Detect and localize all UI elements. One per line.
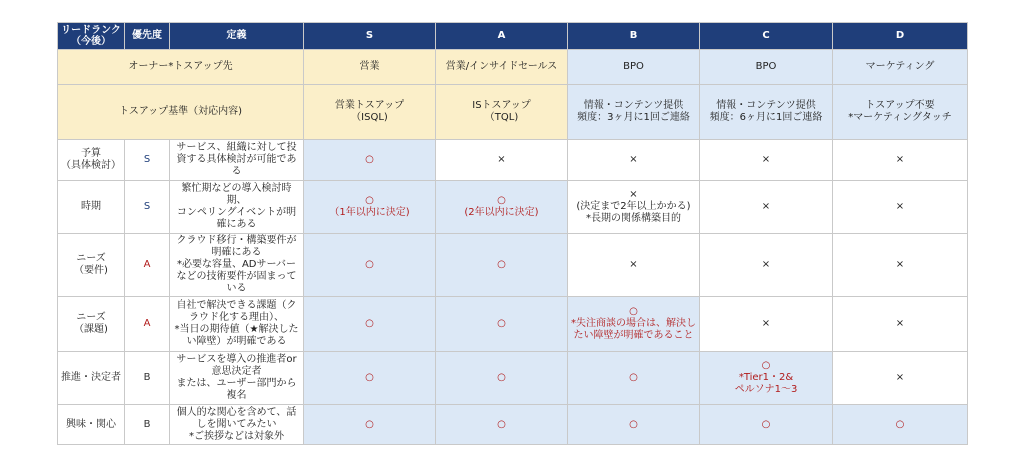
header-definition: 定義 — [170, 23, 304, 50]
circle-mark: ○ — [629, 306, 638, 317]
cell-note: (2年以内に決定) — [464, 207, 539, 218]
cross-mark: × — [895, 372, 905, 383]
cell-note: *Tier1・2& ペルソナ1〜3 — [734, 372, 798, 395]
row-priority: S — [125, 181, 170, 234]
header-priority: 優先度 — [125, 23, 170, 50]
row-name: ニーズ （課題) — [58, 297, 125, 352]
cross-mark: × — [895, 318, 905, 329]
rank-cell — [700, 140, 833, 181]
criteria-c: 情報・コンテンツ提供 頻度：6ヶ月に1回ご連絡 — [700, 85, 833, 140]
circle-mark: ○ — [365, 154, 374, 165]
cell-note: (決定まで2年以上かかる) *長期の関係構築目的 — [576, 201, 691, 224]
rank-cell — [568, 297, 700, 352]
row-definition: 繁忙期などの導入検討時期、 コンペリングイベントが明確にある — [170, 181, 304, 234]
cross-mark: × — [761, 318, 771, 329]
rank-cell — [833, 352, 968, 405]
header-col-b: B — [568, 23, 700, 50]
header-row — [58, 23, 968, 50]
circle-mark: ○ — [497, 318, 506, 329]
circle-mark: ○ — [629, 372, 638, 383]
rank-cell — [568, 352, 700, 405]
rank-cell — [700, 352, 833, 405]
rank-cell — [304, 181, 436, 234]
criteria-b: 情報・コンテンツ提供 頻度：3ヶ月に1回ご連絡 — [568, 85, 700, 140]
row-priority: A — [125, 297, 170, 352]
rank-cell — [436, 405, 568, 445]
cross-mark: × — [629, 259, 638, 270]
owner-s: 営業 — [304, 50, 436, 85]
criteria-table-row — [58, 181, 968, 234]
rank-cell — [304, 405, 436, 445]
rank-cell — [700, 405, 833, 445]
criteria-table-row — [58, 234, 968, 297]
circle-mark: ○ — [497, 195, 506, 206]
owner-b: BPO — [568, 50, 700, 85]
circle-mark: ○ — [365, 195, 374, 206]
rank-cell — [568, 234, 700, 297]
owner-label: オーナー*トスアップ先 — [58, 50, 304, 85]
row-name: 時期 — [58, 181, 125, 234]
header-col-d: D — [833, 23, 968, 50]
rank-cell — [833, 181, 968, 234]
rank-cell — [833, 297, 968, 352]
row-priority: B — [125, 352, 170, 405]
criteria-label: トスアップ基準（対応内容) — [58, 85, 304, 140]
rank-cell — [436, 297, 568, 352]
criteria-row — [58, 85, 968, 140]
circle-mark: ○ — [761, 360, 771, 371]
circle-mark: ○ — [365, 318, 374, 329]
row-name: ニーズ （要件) — [58, 234, 125, 297]
rank-cell — [304, 352, 436, 405]
circle-mark: ○ — [895, 418, 905, 430]
owner-c: BPO — [700, 50, 833, 85]
rank-cell — [436, 181, 568, 234]
header-col-a: A — [436, 23, 568, 50]
rank-cell — [700, 297, 833, 352]
circle-mark: ○ — [497, 372, 506, 383]
cross-mark: × — [761, 201, 771, 212]
header-col-s: S — [304, 23, 436, 50]
criteria-table-row — [58, 405, 968, 445]
row-definition: 自社で解決できる課題（クラウド化する理由）、 *当日の期待値（★解決したい障壁）が明確である — [170, 297, 304, 352]
circle-mark: ○ — [497, 418, 506, 430]
cell-note: *失注商談の場合は、解決したい障壁が明確であること — [571, 318, 696, 341]
row-definition: サービス、組織に対して投資する具体検討が可能である — [170, 140, 304, 181]
rank-cell — [304, 297, 436, 352]
row-priority: B — [125, 405, 170, 445]
lead-rank-table — [57, 22, 968, 445]
rank-cell — [304, 140, 436, 181]
rank-cell — [436, 352, 568, 405]
cross-mark: × — [497, 154, 506, 165]
cross-mark: × — [895, 201, 905, 212]
header-rank: リードランク （今後） — [58, 23, 125, 50]
row-priority: S — [125, 140, 170, 181]
criteria-table-row — [58, 140, 968, 181]
cross-mark: × — [761, 154, 771, 165]
rank-cell — [568, 181, 700, 234]
criteria-table-row — [58, 352, 968, 405]
owner-a: 営業/インサイドセールス — [436, 50, 568, 85]
circle-mark: ○ — [629, 418, 638, 430]
circle-mark: ○ — [761, 418, 771, 430]
criteria-d: トスアップ不要 *マーケティングタッチ — [833, 85, 968, 140]
cross-mark: × — [629, 154, 638, 165]
row-name: 推進・決定者 — [58, 352, 125, 405]
row-name: 予算 （具体検討） — [58, 140, 125, 181]
circle-mark: ○ — [365, 418, 374, 430]
cross-mark: × — [629, 189, 638, 200]
rank-cell — [436, 234, 568, 297]
rank-cell — [700, 234, 833, 297]
circle-mark: ○ — [365, 259, 374, 270]
row-name: 興味・関心 — [58, 405, 125, 445]
rank-cell — [833, 405, 968, 445]
cross-mark: × — [761, 259, 771, 270]
cell-note: （1年以内に決定) — [329, 207, 410, 218]
criteria-table-row — [58, 297, 968, 352]
row-definition: クラウド移行・構築要件が明確にある *必要な容量、ADサーバーなどの技術要件が固まっている — [170, 234, 304, 297]
circle-mark: ○ — [365, 372, 374, 383]
rank-cell — [833, 140, 968, 181]
rank-cell — [568, 140, 700, 181]
rank-cell — [436, 140, 568, 181]
row-priority: A — [125, 234, 170, 297]
circle-mark: ○ — [497, 259, 506, 270]
criteria-a: ISトスアップ （TQL) — [436, 85, 568, 140]
row-definition: 個人的な関心を含めて、話しを聞いてみたい *ご挨拶などは対象外 — [170, 405, 304, 445]
header-col-c: C — [700, 23, 833, 50]
rank-cell — [304, 234, 436, 297]
row-definition: サービスを導入の推進者or意思決定者 または、ユーザー部門から複名 — [170, 352, 304, 405]
owner-row — [58, 50, 968, 85]
rank-cell — [700, 181, 833, 234]
rank-cell — [568, 405, 700, 445]
rank-cell — [833, 234, 968, 297]
cross-mark: × — [895, 259, 905, 270]
criteria-s: 営業トスアップ （ISQL) — [304, 85, 436, 140]
cross-mark: × — [895, 154, 905, 165]
owner-d: マーケティング — [833, 50, 968, 85]
